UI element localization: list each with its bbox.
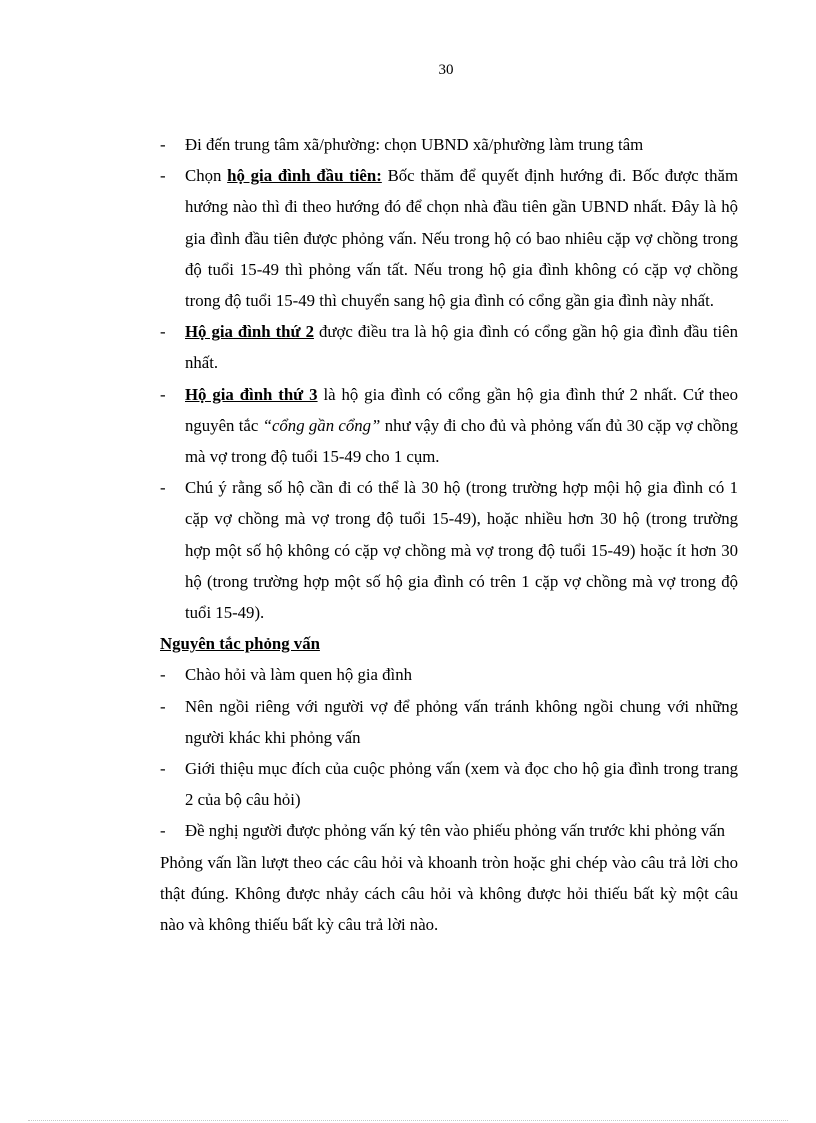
bullet-dash: -: [160, 665, 166, 685]
item-prefix: Chọn: [185, 166, 228, 186]
bullet-dash: -: [160, 478, 166, 498]
list-item: [160, 753, 738, 815]
item-text: Chú ý rằng số hộ cần đi có thể là 30 hộ (trong trường hợp mội hộ gia đình có 1 cặp vợ chồng mà vợ trong độ tuổi 15-49), hoặc nhiều hơn 30 hộ (trong trường hợp một số hộ không có cặp vợ chồng mà vợ trong độ tuổi 15-49) hoặc ít hơn 30 hộ (trong trường hợp một số hộ gia đình có trên 1 cặp vợ chồng mà vợ trong độ tuổi 15-49).: [185, 478, 738, 623]
item-text: Đi đến trung tâm xã/phường: chọn UBND xã/phường làm trung tâm: [185, 135, 644, 154]
item-text: là hộ gia đình có cổng gần hộ gia đình thứ 2 nhất. Cứ theo nguyên tắc: [185, 384, 738, 435]
item-term: hộ gia đình đầu tiên:: [227, 166, 382, 186]
item-term: Hộ gia đình thứ 3: [185, 384, 318, 404]
bullet-dash: -: [160, 696, 166, 716]
list-item: [160, 472, 738, 628]
item-text: Đề nghị người được phỏng vấn ký tên vào phiếu phỏng vấn trước khi phỏng vấn: [185, 821, 726, 841]
item-text: được điều tra là hộ gia đình có cổng gần hộ gia đình đầu tiên nhất.: [185, 322, 738, 373]
item-text: Bốc thăm để quyết định hướng đi. Bốc được thăm hướng nào thì đi theo hướng đó để chọn nhà đầu tiên gần UBND nhất. Đây là hộ gia đình đầu tiên được phỏng vấn. Nếu trong hộ có bao nhiêu cặp vợ chồng trong độ tuổi 15-49 thì phỏng vấn tất. Nếu trong hộ gia đình không có cặp vợ chồng trong độ tuổi 15-49 thì chuyển sang hộ gia đình có cổng gần gia đình này nhất.: [185, 166, 738, 311]
list-item: [160, 160, 738, 316]
list-item: [160, 815, 738, 846]
item-term: Hộ gia đình thứ 2: [185, 322, 314, 342]
list-item: [160, 691, 738, 753]
list-item: [160, 316, 738, 378]
list-item: [160, 379, 738, 473]
item-text: Chào hỏi và làm quen hộ gia đình: [185, 665, 412, 685]
page-bottom-rule: [28, 1120, 788, 1121]
item-text: Nên ngồi riêng với người vợ để phỏng vấn tránh không ngồi chung với những người khác khi phỏng vấn: [185, 696, 738, 747]
bullet-dash: -: [160, 759, 166, 779]
closing-paragraph: Phỏng vấn lần lượt theo các câu hỏi và khoanh tròn hoặc ghi chép vào câu trả lời cho thật đúng. Không được nhảy cách câu hỏi và không được hỏi thiếu bất kỳ một câu nào và không thiếu bất kỳ câu trả lời nào.: [160, 852, 738, 935]
item-quote: “cổng gần cổng”: [262, 415, 381, 435]
page-number: 30: [438, 62, 454, 78]
section-heading: Nguyên tắc phỏng vấn: [160, 634, 320, 654]
list-item: [160, 659, 738, 690]
bullet-dash: -: [160, 322, 166, 342]
bullet-dash: -: [160, 821, 166, 841]
bullet-dash: -: [160, 135, 166, 154]
bullet-dash: -: [160, 384, 166, 404]
document-body: [160, 129, 738, 940]
list-item: [160, 129, 738, 160]
item-text: Giới thiệu mục đích của cuộc phỏng vấn (xem và đọc cho hộ gia đình trong trang 2 của bộ câu hỏi): [185, 759, 738, 810]
bullet-dash: -: [160, 166, 166, 186]
item-text: như vậy đi cho đủ và phỏng vấn đủ 30 cặp vợ chồng mà vợ trong độ tuổi 15-49 cho 1 cụm.: [185, 415, 738, 467]
